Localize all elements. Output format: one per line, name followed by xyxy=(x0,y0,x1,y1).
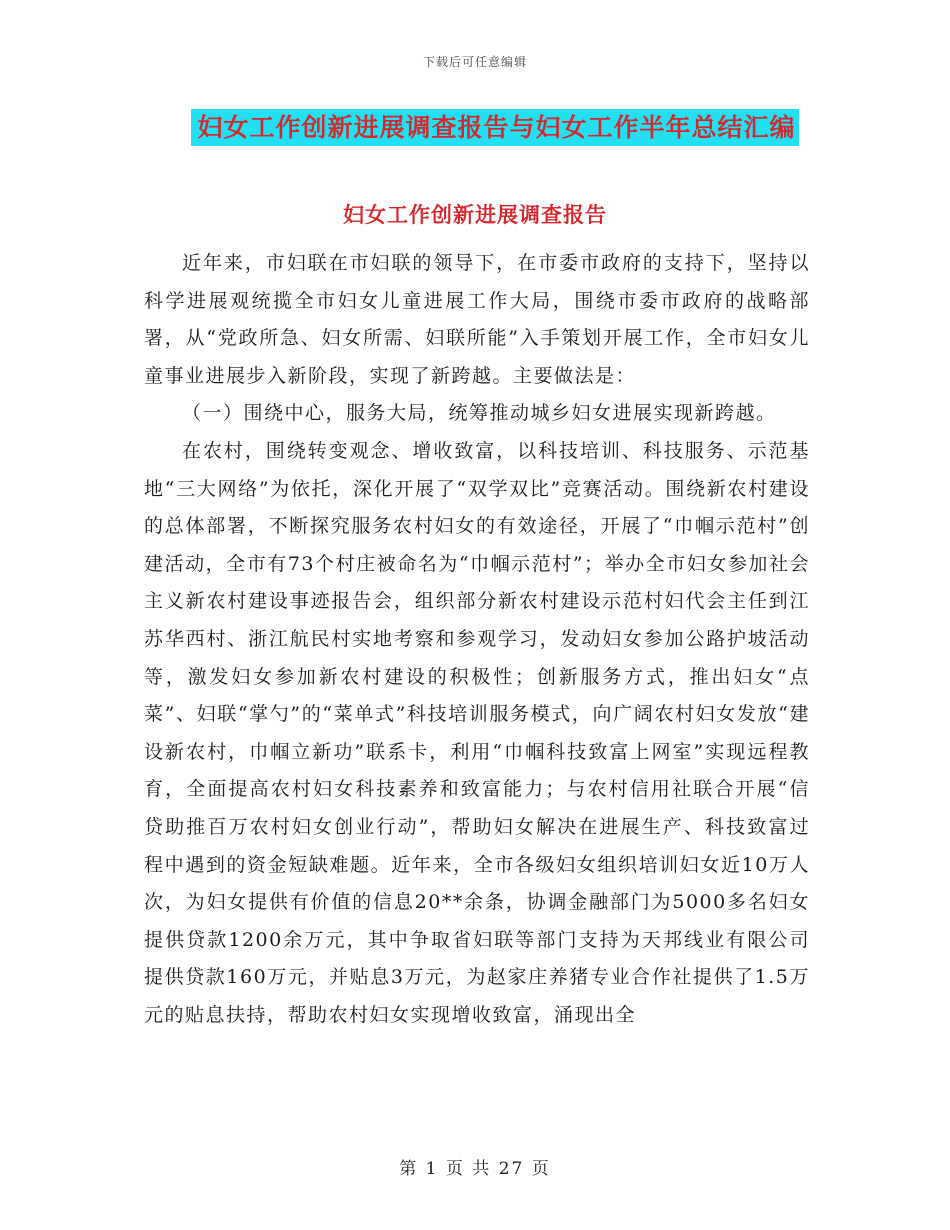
section-title: 妇女工作创新进展调查报告 xyxy=(343,202,607,227)
header-note: 下载后可任意编辑 xyxy=(422,55,527,69)
paragraph-heading-one: （一）围绕中心，服务大局，统筹推动城乡妇女进展实现新跨越。 xyxy=(182,402,777,425)
paragraph-rural-work: 在农村，围绕转变观念、增收致富，以科技培训、科技服务、示范基地“三大网络”为依托，深化开展了“双学双比”竞赛活动。围绕新农村建设的总体部署，不断探究服务农村妇女的有效途径，开展了“巾帼示范村”创建活动，全市有73个村庄被命名为“巾帼示范村”；举办全市妇女参加社会主义新农村建设事迹报告会，组织部分新农村建设示范村妇代会主任到江苏华西村、浙江航民村实地考察和参观学习，发动妇女参加公路护坡活动等，激发妇女参加新农村建设的积极性；创新服务方式，推出妇女“点菜”、妇联“掌勺”的“菜单式”科技培训服务模式，向广阔农村妇女发放“建设新农村，巾帼立新功”联系卡，利用“巾帼科技致富上网室”实现远程教育，全面提高农村妇女科技素养和致富能力；与农村信用社联合开展“信贷助推百万农村妇女创业行动”，帮助妇女解决在进展生产、科技致富过程中遇到的资金短缺难题。近年来，全市各级妇女组织培训妇女近10万人次，为妇女提供有价值的信息20**余条，协调金融部门为5000多名妇女提供贷款1200余万元，其中争取省妇联等部门支持为天邦线业有限公司提供贷款160万元，并贴息3万元，为赵家庄养猪专业合作社提供了1.5万元的贴息扶持，帮助农村妇女实现增收致富，涌现出全 xyxy=(144,439,810,1026)
page-number: 第 1 页 共 27 页 xyxy=(399,1159,551,1179)
document-body xyxy=(144,245,810,1034)
paragraph-intro: 近年来，市妇联在市妇联的领导下，在市委市政府的支持下，坚持以科学进展观统揽全市妇女儿童进展工作大局，围绕市委市政府的战略部署，从“党政所急、妇女所需、妇联所能”入手策划开展工作，全市妇女儿童事业进展步入新阶段，实现了新跨越。主要做法是： xyxy=(144,252,810,387)
document-title: 妇女工作创新进展调查报告与妇女工作半年总结汇编 xyxy=(191,109,798,146)
document-title-container xyxy=(0,109,950,146)
